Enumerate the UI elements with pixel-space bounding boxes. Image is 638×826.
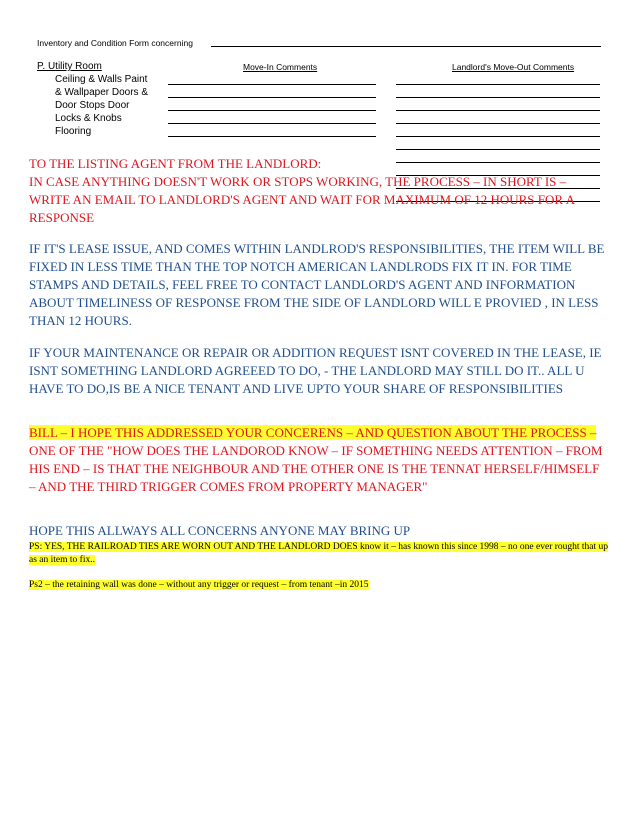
move-out-line bbox=[396, 123, 600, 124]
move-in-line bbox=[168, 84, 376, 85]
move-out-line bbox=[396, 149, 600, 150]
ps2-note bbox=[29, 579, 609, 592]
ps-note bbox=[29, 541, 609, 567]
highlighted-text: BILL – I HOPE THIS ADDRESSED YOUR CONCERENS – AND QUESTION ABOUT THE PROCESS – bbox=[29, 425, 597, 440]
move-out-line bbox=[396, 110, 600, 111]
move-in-line bbox=[168, 97, 376, 98]
move-out-line bbox=[396, 84, 600, 85]
item-label: Ceiling & Walls Paint bbox=[55, 74, 148, 85]
item-label: Door Stops Door bbox=[55, 100, 130, 111]
section-label: P. Utility Room bbox=[37, 61, 102, 72]
bill-response-paragraph bbox=[29, 424, 609, 496]
move-out-line bbox=[396, 136, 600, 137]
ps2-note-text: Ps2 – the retaining wall was done – without any trigger or request – from tenant –in 2015 bbox=[29, 580, 369, 590]
move-out-column-header: Landlord's Move-Out Comments bbox=[452, 62, 575, 72]
move-in-line bbox=[168, 110, 376, 111]
move-in-column-header: Move-In Comments bbox=[243, 62, 318, 72]
form-header: Inventory and Condition Form concerning bbox=[37, 38, 193, 48]
paragraph-text: ONE OF THE "HOW DOES THE LANDOROD KNOW – IF SOMETHING NEEDS ATTENTION – FROM HIS END – IS THAT THE NEIGHBOUR AND THE OTHER ONE IS THE TENNAT HERSELF/HIMSELF – AND THE THIRD TRIGGER COMES FROM PROPERTY MANAGER" bbox=[29, 443, 603, 494]
landlord-notice-paragraph: TO THE LISTING AGENT FROM THE LANDLORD: IN CASE ANYTHING DOESN'T WORK OR STOPS WORKING, THE PROCESS – IN SHORT IS – WRITE AN EMAIL TO LANDLORD'S AGENT AND WAIT FOR MAXIMUM OF 12 HOURS FOR A RESPONSE bbox=[29, 156, 575, 225]
move-out-line bbox=[396, 97, 600, 98]
form-header-line bbox=[211, 46, 601, 47]
ps-note-text: PS: YES, THE RAILROAD TIES ARE WORN OUT AND THE LANDLORD DOES know it – has known this since 1998 – no one ever rought that up as an item to fix.. bbox=[29, 542, 609, 565]
item-label: Locks & Knobs bbox=[55, 113, 122, 124]
move-in-line bbox=[168, 123, 376, 124]
maintenance-request-paragraph: IF YOUR MAINTENANCE OR REPAIR OR ADDITION REQUEST ISNT COVERED IN THE LEASE, IE ISNT SOMETHING LANDLORD AGREEED TO DO, - THE LANDLORD MAY STILL DO IT.. ALL U HAVE TO DO,IS BE A NICE TENANT AND LIVE UPTO YOUR SHARE OF RESPONSIBILITIES bbox=[29, 345, 602, 396]
move-in-line bbox=[168, 136, 376, 137]
item-label: & Wallpaper Doors & bbox=[55, 87, 148, 98]
item-label: Flooring bbox=[55, 126, 92, 137]
closing-paragraph: HOPE THIS ALLWAYS ALL CONCERNS ANYONE MAY BRING UP bbox=[29, 523, 411, 538]
lease-issue-paragraph: IF IT'S LEASE ISSUE, AND COMES WITHIN LANDLROD'S RESPONSIBILITIES, THE ITEM WILL BE FIXED IN LESS TIME THAN THE TOP NOTCH AMERICAN LANDLRODS FIX IT IN. FOR TIME STAMPS AND DETAILS, FEEL FREE TO CONTACT LANDLORD'S AGENT AND INFORMATION ABOUT TIMELINESS OF RESPONSE FROM THE SIDE OF LANDLORD WILL E PROVIED , IN LESS THAN 12 HOURS. bbox=[29, 241, 605, 328]
